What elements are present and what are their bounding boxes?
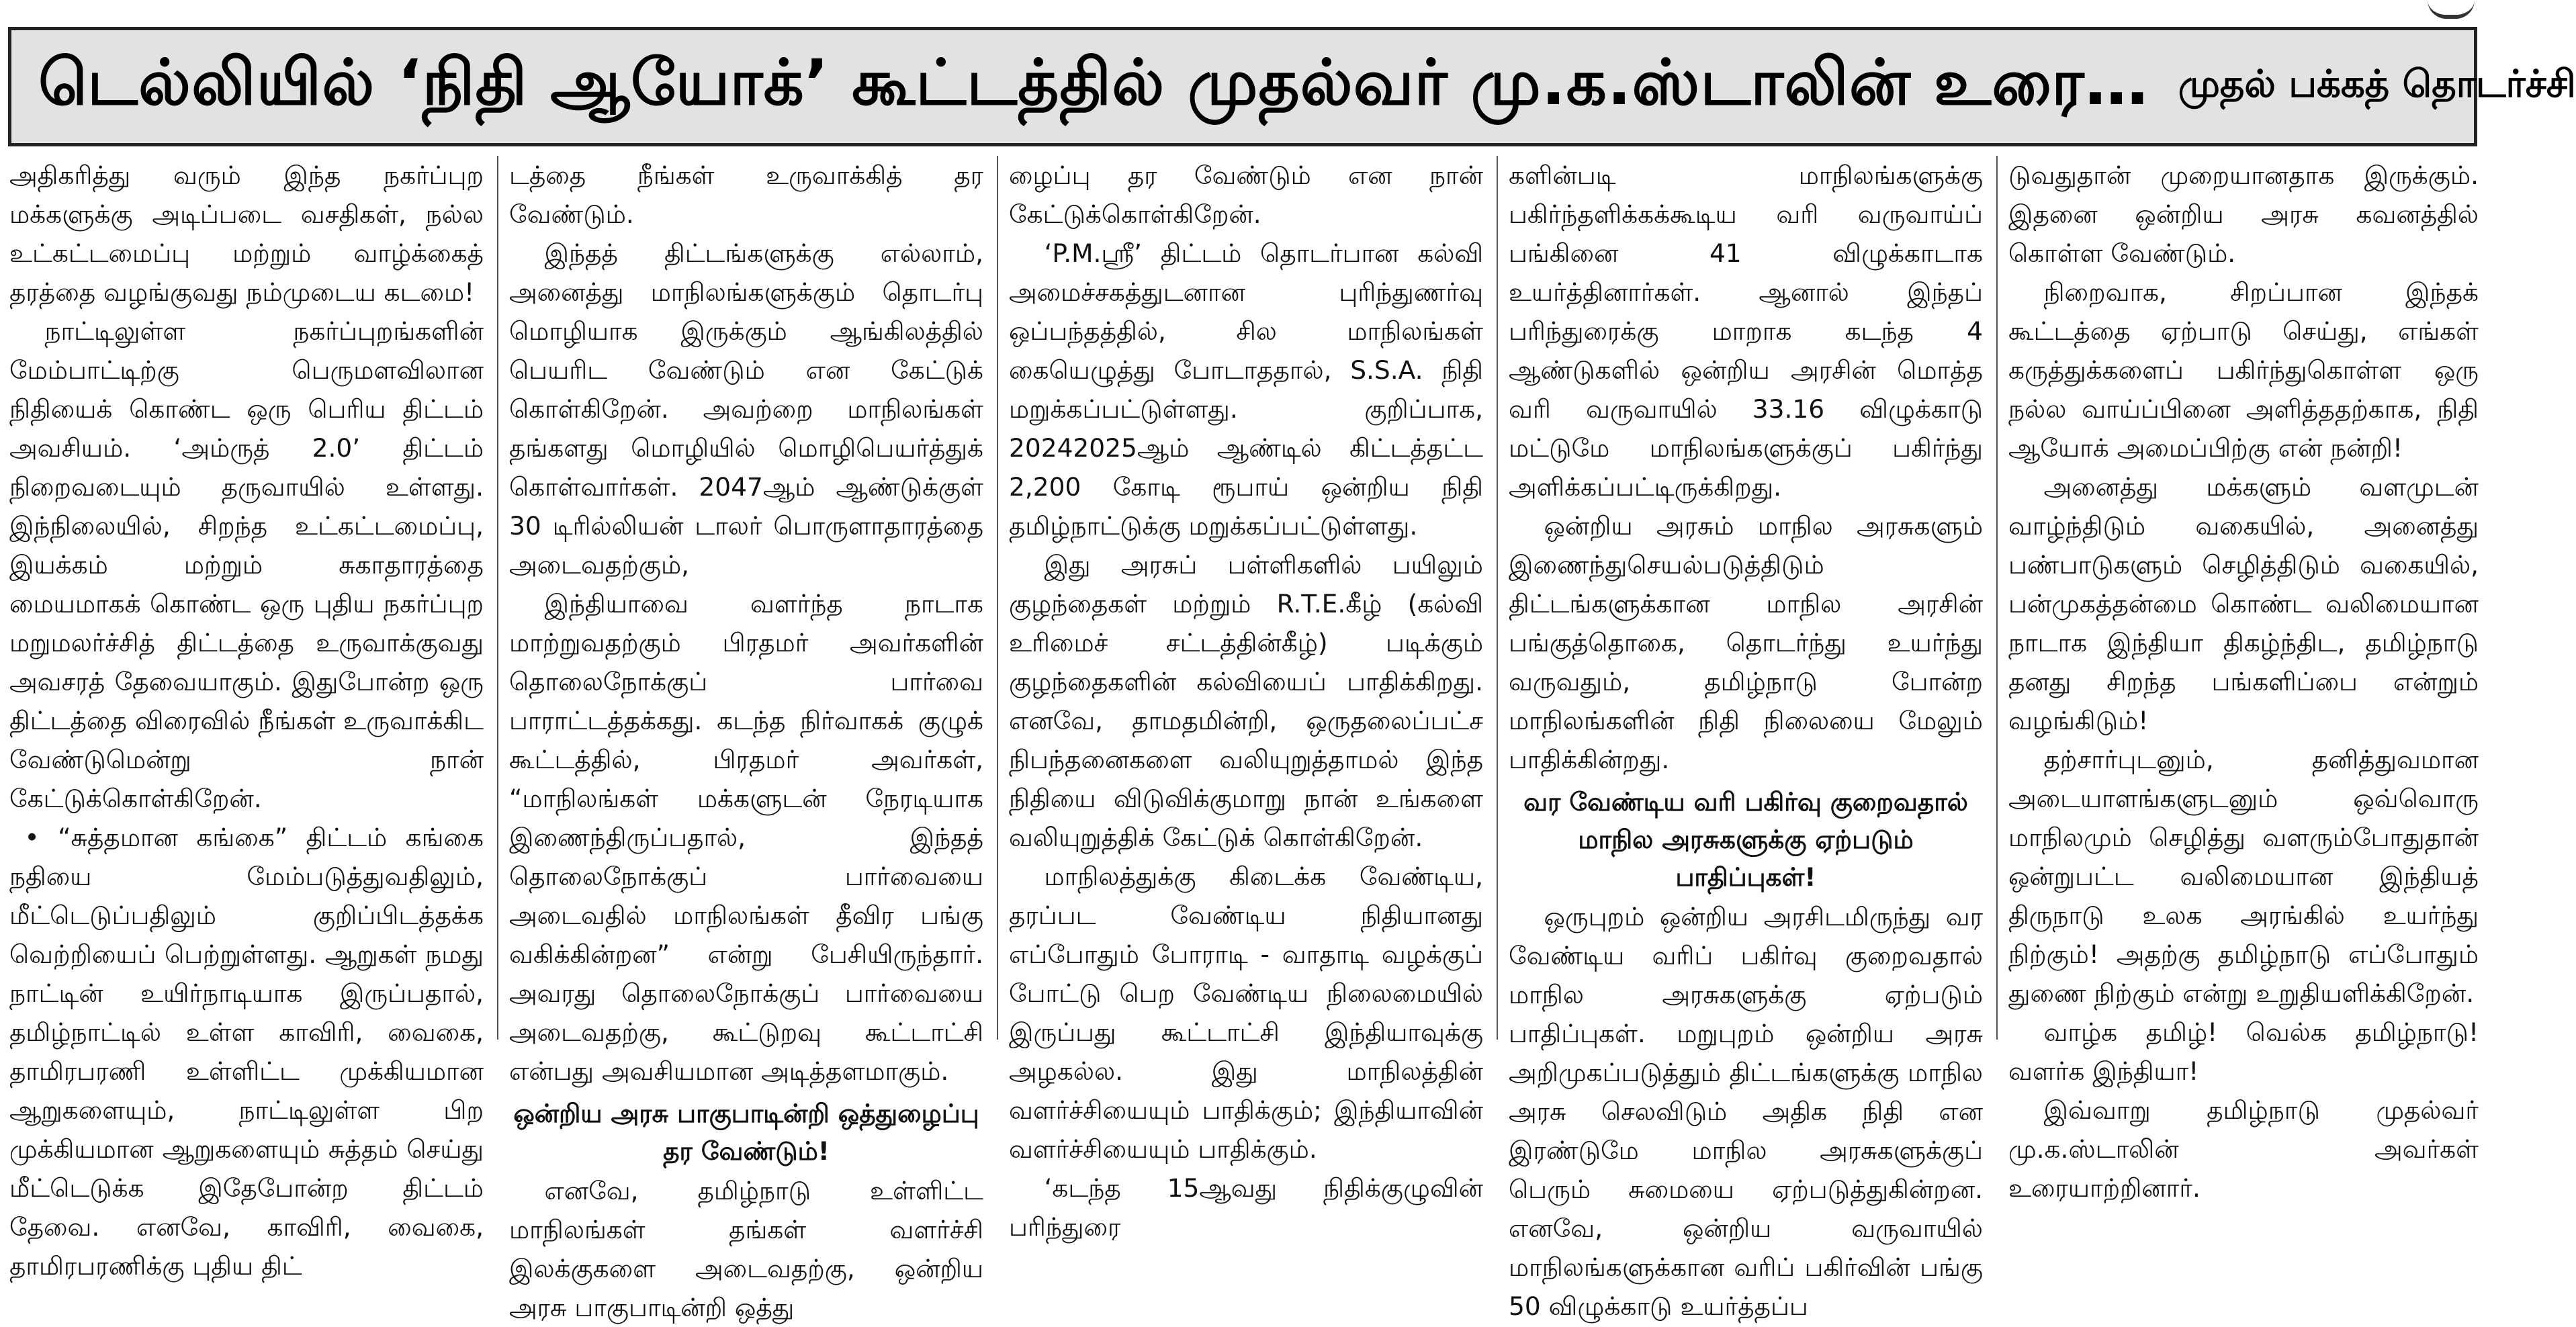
paragraph: அதிகரித்து வரும் இந்த நகர்ப்புற மக்களுக்கு அடிப்படை வசதிகள், நல்ல உட்கட்டமைப்பு மற்றும் வாழ்க்கைத் தரத்தை வழங்குவது நம்முடைய கடமை! bbox=[9, 161, 484, 307]
paragraph: ஒருபுறம் ஒன்றிய அரசிடமிருந்து வர வேண்டிய வரிப் பகிர்வு குறைவதால் மாநில அரசுகளுக்கு ஏற்படும் பாதிப்புகள். மறுபுறம் ஒன்றிய அரசு அறிமுகப்படுத்தும் திட்டங்களுக்கு மாநில அரசு செலவிடும் அதிக நிதி என இரண்டுமே மாநில அரசுகளுக்குப் பெரும் சுமையை ஏற்படுத்துகின்றன. எனவே, ஒன்றிய வருவாயில் மாநிலங்களுக்கான வரிப் பகிர்வின் பங்கு 50 விழுக்காடு உயர்த்தப்ப bbox=[1509, 902, 1983, 1321]
paragraph: எனவே, தமிழ்நாடு உள்ளிட்ட மாநிலங்கள் தங்கள் வளர்ச்சி இலக்குகளை அடைவதற்கு, ஒன்றிய அரசு பாகுபாடின்றி ஒத்து bbox=[509, 1176, 983, 1322]
paragraph: அனைத்து மக்களும் வளமுடன் வாழ்ந்திடும் வகையில், அனைத்து பண்பாடுகளும் செழித்திடும் வகையில், பன்முகத்தன்மை கொண்ட வலிமையான நாடாக இந்தியா திகழ்ந்திட, தமிழ்நாடு தனது சிறந்த பங்களிப்பை என்றும் வழங்கிடும்! bbox=[2008, 472, 2479, 735]
article-column-3 bbox=[1009, 156, 1483, 1242]
article-columns bbox=[0, 156, 2487, 1322]
column-divider bbox=[997, 156, 998, 1040]
article-column-1 bbox=[9, 156, 484, 1281]
paragraph: களின்படி மாநிலங்களுக்கு பகிர்ந்தளிக்கக்கூடிய வரி வருவாய்ப் பங்கினை 41 விழுக்காடாக உயர்த்தினார்கள். ஆனால் இந்தப் பரிந்துரைக்கு மாறாக கடந்த 4 ஆண்டுகளில் ஒன்றிய அரசின் மொத்த வரி வருவாயில் 33.16 விழுக்காடு மட்டுமே மாநிலங்களுக்குப் பகிர்ந்து அளிக்கப்பட்டிருக்கிறது. bbox=[1509, 161, 1983, 502]
paragraph: இது அரசுப் பள்ளிகளில் பயிலும் குழந்தைகள் மற்றும் R.T.E.கீழ் (கல்வி உரிமைச் சட்டத்தின்கீழ்) படிக்கும் குழந்தைகளின் கல்வியைப் பாதிக்கிறது. எனவே, தாமதமின்றி, ஒருதலைப்பட்ச நிபந்தனைகளை வலியுறுத்தாமல் இந்த நிதியை விடுவிக்குமாறு நான் உங்களை வலியுறுத்திக் கேட்டுக் கொள்கிறேன். bbox=[1009, 550, 1483, 852]
headline-title: டெல்லியில் ‘நிதி ஆயோக்’ கூட்டத்தில் முதல்வர் மு.க.ஸ்டாலின் உரை… bbox=[38, 46, 2149, 120]
paragraph: நாட்டிலுள்ள நகர்ப்புறங்களின் மேம்பாட்டிற்கு பெருமளவிலான நிதியைக் கொண்ட ஒரு பெரிய திட்டம் அவசியம். ‘அம்ருத் 2.0’ திட்டம் நிறைவடையும் தருவாயில் உள்ளது. இந்நிலையில், சிறந்த உட்கட்டமைப்பு, இயக்கம் மற்றும் சுகாதாரத்தை மையமாகக் கொண்ட ஒரு புதிய நகர்ப்புற மறுமலர்ச்சித் திட்டத்தை உருவாக்குவது அவசரத் தேவையாகும். இதுபோன்ற ஒரு திட்டத்தை விரைவில் நீங்கள் உருவாக்கிட வேண்டுமென்று நான் கேட்டுக்கொள்கிறேன். bbox=[9, 316, 484, 813]
column-divider bbox=[1996, 156, 1998, 1040]
paragraph: டத்தை நீங்கள் உருவாக்கித் தர வேண்டும். bbox=[509, 161, 983, 229]
paragraph: தற்சார்புடனும், தனித்துவமான அடையாளங்களுடனும் ஒவ்வொரு மாநிலமும் செழித்து வளரும்போதுதான் ஒன்றுபட்ட வலிமையான இந்தியத் திருநாடு உலக அரங்கில் உயர்ந்து நிற்கும்! அதற்கு தமிழ்நாடு எப்போதும் துணை நிற்கும் என்று உறுதியளிக்கிறேன். bbox=[2008, 745, 2479, 1008]
paragraph: ‘P.M.ஸ்ரீ’ திட்டம் தொடர்பான கல்வி அமைச்சகத்துடனான புரிந்துணர்வு ஒப்பந்தத்தில், சில மாநிலங்கள் கையெழுத்து போடாததால், S.S.A. நிதி மறுக்கப்பட்டுள்ளது. குறிப்பாக, 20242025ஆம் ஆண்டில் கிட்டத்தட்ட 2,200 கோடி ரூபாய் ஒன்றிய நிதி தமிழ்நாட்டுக்கு மறுக்கப்பட்டுள்ளது. bbox=[1009, 238, 1483, 541]
subheading: வர வேண்டிய வரி பகிர்வு குறைவதால் மாநில அரசுகளுக்கு ஏற்படும் பாதிப்புகள்! bbox=[1523, 787, 1968, 892]
paragraph: டுவதுதான் முறையானதாக இருக்கும். இதனை ஒன்றிய அரசு கவனத்தில் கொள்ள வேண்டும். bbox=[2008, 161, 2479, 268]
paragraph: ‘கடந்த 15ஆவது நிதிக்குழுவின் பரிந்துரை bbox=[1009, 1173, 1483, 1242]
paragraph: இந்தத் திட்டங்களுக்கு எல்லாம், அனைத்து மாநிலங்களுக்கும் தொடர்பு மொழியாக இருக்கும் ஆங்கிலத்தில் பெயரிட வேண்டும் என கேட்டுக் கொள்கிறேன். அவற்றை மாநிலங்கள் தங்களது மொழியில் மொழிபெயர்த்துக் கொள்வார்கள். 2047ஆம் ஆண்டுக்குள் 30 டிரில்லியன் டாலர் பொருளாதாரத்தை அடைவதற்கும், bbox=[509, 238, 983, 580]
corner-decoration bbox=[2428, 0, 2475, 19]
headline-banner bbox=[8, 27, 2576, 146]
article-column-5 bbox=[2008, 156, 2479, 1203]
paragraph: இந்தியாவை வளர்ந்த நாடாக மாற்றுவதற்கும் பிரதமர் அவர்களின் தொலைநோக்குப் பார்வை பாராட்டத்தக்கது. கடந்த நிர்வாகக் குழுக் கூட்டத்தில், பிரதமர் அவர்கள், “மாநிலங்கள் மக்களுடன் நேரடியாக இணைந்திருப்பதால், இந்தத் தொலைநோக்குப் பார்வையை அடைவதில் மாநிலங்கள் தீவிர பங்கு வகிக்கின்றன” என்று பேசியிருந்தார். அவரது தொலைநோக்குப் பார்வையை அடைவதற்கு, கூட்டுறவு கூட்டாட்சி என்பது அவசியமான அடித்தளமாகும். bbox=[509, 589, 983, 1086]
paragraph: இவ்வாறு தமிழ்நாடு முதல்வர் மு.க.ஸ்டாலின் அவர்கள் உரையாற்றினார். bbox=[2008, 1095, 2479, 1203]
column-divider bbox=[497, 156, 498, 1040]
subheading: ஒன்றிய அரசு பாகுபாடின்றி ஒத்துழைப்பு தர வேண்டும்! bbox=[513, 1099, 979, 1166]
paragraph: வாழ்க தமிழ்! வெல்க தமிழ்நாடு! வளர்க இந்தியா! bbox=[2008, 1017, 2479, 1086]
bullet-paragraph: • “சுத்தமான கங்கை” திட்டம் கங்கை நதியை மேம்படுத்துவதிலும், மீட்டெடுப்பதிலும் குறிப்பிடத்தக்க வெற்றியைப் பெற்றுள்ளது. ஆறுகள் நமது நாட்டின் உயிர்நாடியாக இருப்பதால், தமிழ்நாட்டில் உள்ள காவிரி, வைகை, தாமிரபரணி உள்ளிட்ட முக்கியமான ஆறுகளையும், நாட்டிலுள்ள பிற முக்கியமான ஆறுகளையும் சுத்தம் செய்து மீட்டெடுக்க இதேபோன்ற திட்டம் தேவை. எனவே, காவிரி, வைகை, தாமிரபரணிக்கு புதிய திட் bbox=[9, 823, 484, 1281]
continued-from-front-page-label: முதல் பக்கத் தொடர்ச்சி bbox=[2178, 62, 2576, 106]
article-column-2 bbox=[509, 156, 983, 1322]
paragraph: ழைப்பு தர வேண்டும் என நான் கேட்டுக்கொள்கிறேன். bbox=[1009, 161, 1483, 229]
paragraph: நிறைவாக, சிறப்பான இந்தக் கூட்டத்தை ஏற்பாடு செய்து, எங்கள் கருத்துக்களைப் பகிர்ந்துகொள்ள ஒரு நல்ல வாய்ப்பினை அளித்ததற்காக, நிதி ஆயோக் அமைப்பிற்கு என் நன்றி! bbox=[2008, 277, 2479, 463]
paragraph: ஒன்றிய அரசும் மாநில அரசுகளும் இணைந்துசெயல்படுத்திடும் திட்டங்களுக்கான மாநில அரசின் பங்குத்தொகை, தொடர்ந்து உயர்ந்து வருவதும், தமிழ்நாடு போன்ற மாநிலங்களின் நிதி நிலையை மேலும் பாதிக்கின்றது. bbox=[1509, 511, 1983, 774]
paragraph: மாநிலத்துக்கு கிடைக்க வேண்டிய, தரப்பட வேண்டிய நிதியானது எப்போதும் போராடி - வாதாடி வழக்குப் போட்டு பெற வேண்டிய நிலைமையில் இருப்பது கூட்டாட்சி இந்தியாவுக்கு அழகல்ல. இது மாநிலத்தின் வளர்ச்சியையும் பாதிக்கும்; இந்தியாவின் வளர்ச்சியையும் பாதிக்கும். bbox=[1009, 862, 1483, 1164]
column-divider bbox=[1497, 156, 1498, 1040]
article-column-4 bbox=[1509, 156, 1983, 1321]
